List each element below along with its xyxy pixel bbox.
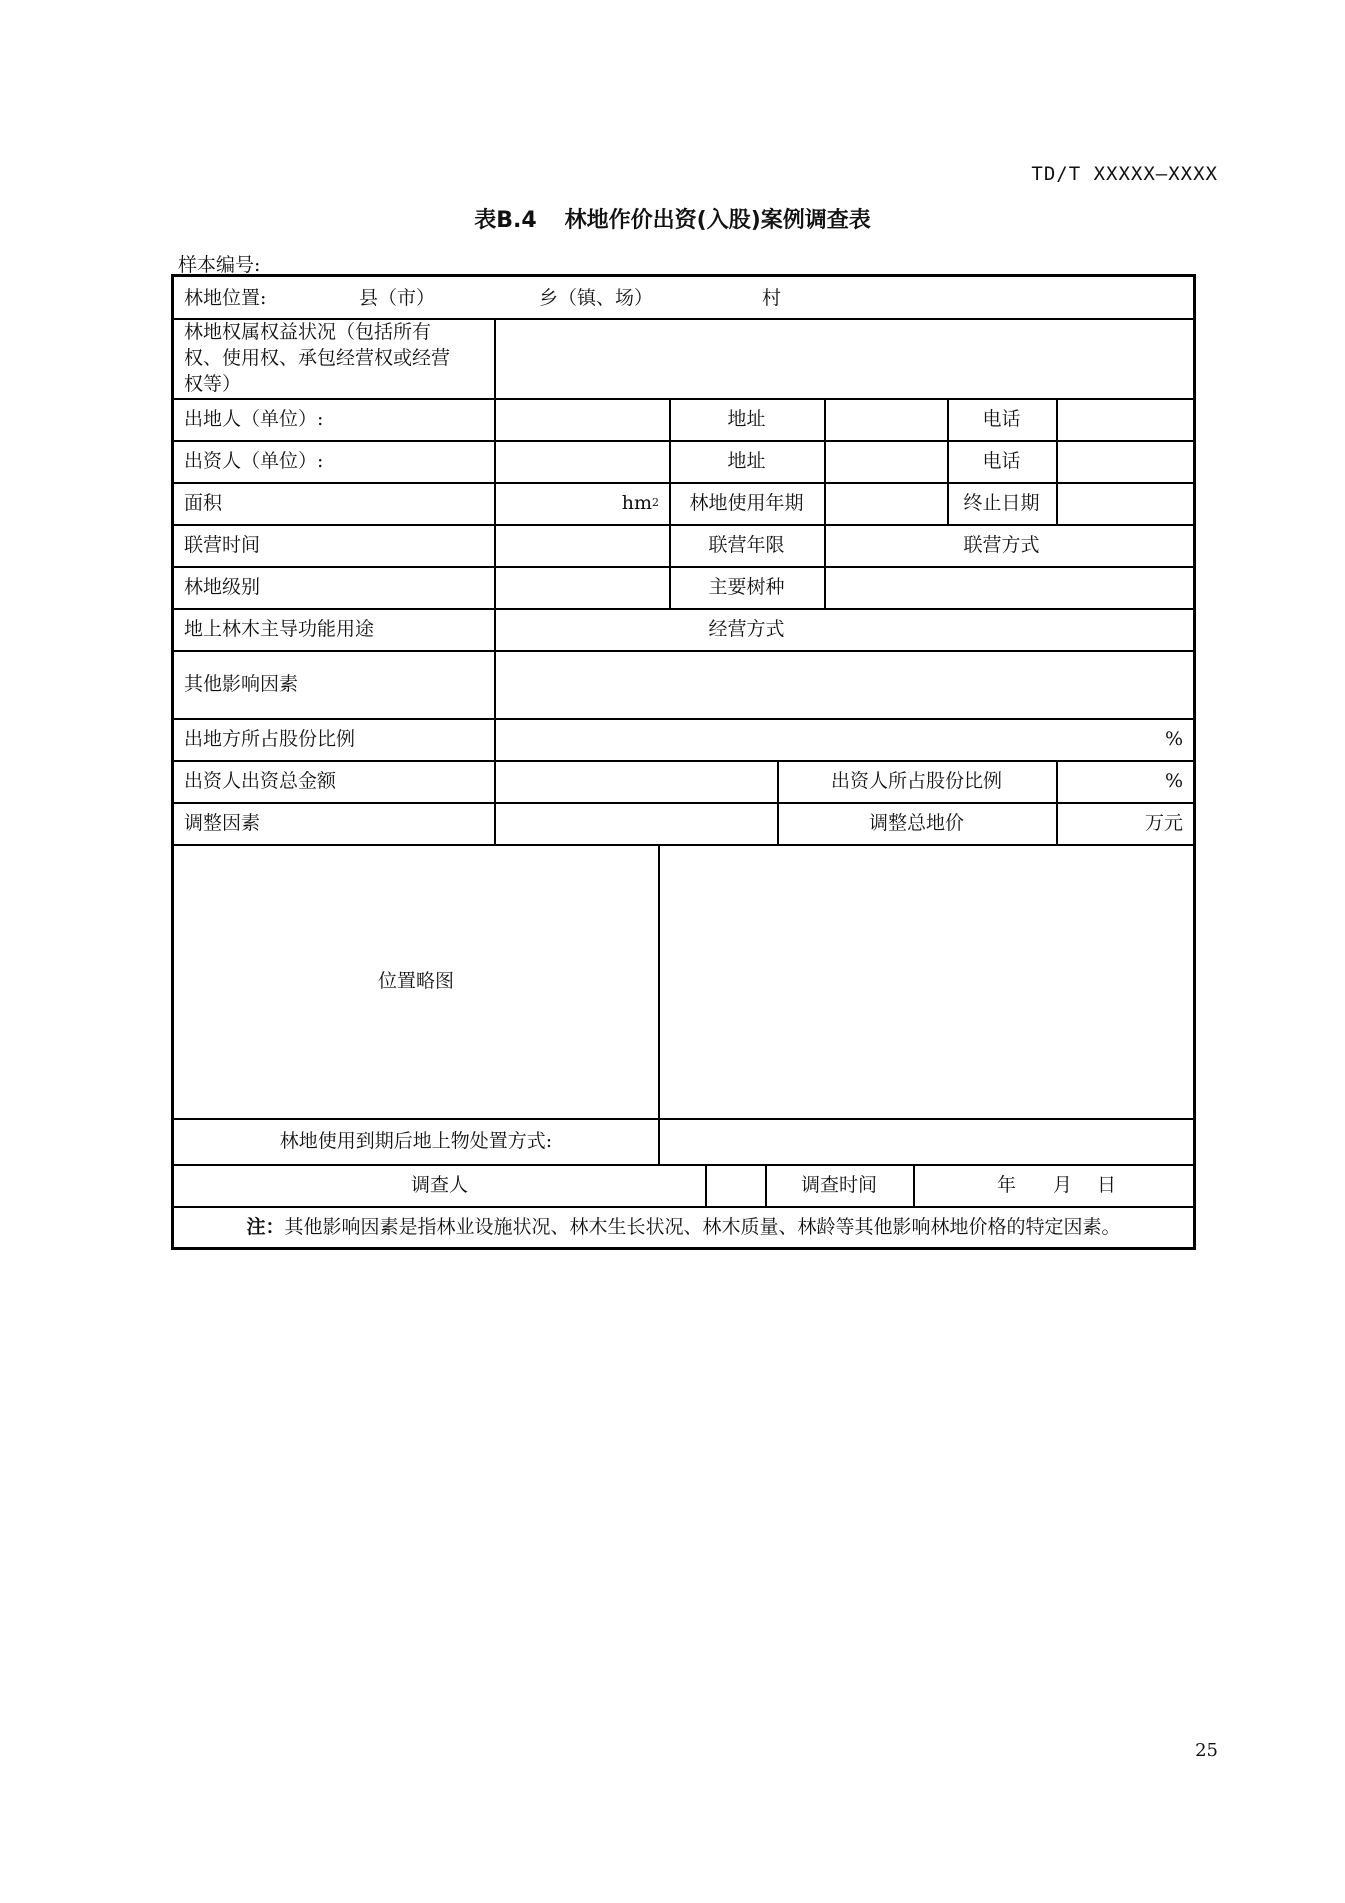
ownership-label: 林地权属权益状况（包括所有 权、使用权、承包经营权或经营 权等） <box>184 321 451 395</box>
month-label: 月 <box>1053 1174 1073 1196</box>
investment-amount-label: 出资人出资总金额 <box>184 770 337 792</box>
disposal-method-label: 林地使用到期后地上物处置方式: <box>279 1130 553 1152</box>
land-provider-label: 出地人（单位）: <box>184 408 324 430</box>
area-label: 面积 <box>184 492 223 514</box>
township-label: 乡（镇、场） <box>539 286 654 309</box>
joint-operation-mode-label: 联营方式 <box>963 534 1040 556</box>
adjustment-label: 调整因素 <box>184 812 261 834</box>
adjusted-total-unit: 万元 <box>1144 812 1183 834</box>
investor-address-label: 地址 <box>727 450 766 472</box>
investor-share-unit: % <box>1164 770 1183 792</box>
survey-table <box>171 274 1196 1250</box>
survey-date-fields <box>913 1164 1193 1206</box>
table-title-text: 林地作价出资(入股)案例调查表 <box>564 208 871 233</box>
village-label: 村 <box>762 286 782 309</box>
location-label: 林地位置: <box>184 286 267 309</box>
sample-number-label: 样本编号: <box>178 254 261 276</box>
adjusted-total-label: 调整总地价 <box>868 812 964 834</box>
land-provider-address-label: 地址 <box>727 408 766 430</box>
investor-phone-label: 电话 <box>982 450 1021 472</box>
table-number: 表B.4 <box>474 208 537 233</box>
function-label: 地上林木主导功能用途 <box>184 618 375 640</box>
land-share-label: 出地方所占股份比例 <box>184 728 356 750</box>
land-share-unit: % <box>1164 728 1183 750</box>
note-text: 其他影响因素是指林业设施状况、林木生长状况、林木质量、林龄等其他影响林地价格的特定因素。 <box>284 1215 1121 1238</box>
table-note <box>174 1206 1193 1247</box>
investor-share-label: 出资人所占股份比例 <box>830 770 1002 792</box>
management-mode-label: 经营方式 <box>708 618 785 640</box>
day-label: 日 <box>1097 1174 1117 1196</box>
year-label: 年 <box>997 1174 1017 1196</box>
grade-label: 林地级别 <box>184 576 261 598</box>
other-factors-label: 其他影响因素 <box>184 673 299 695</box>
county-label: 县（市） <box>359 286 436 309</box>
area-unit: hm 2 <box>621 492 659 514</box>
location-sketch-label: 位置略图 <box>377 970 454 992</box>
investigator-label: 调查人 <box>410 1174 468 1196</box>
investor-label: 出资人（单位）: <box>184 450 324 472</box>
page-number: 25 <box>1195 1740 1218 1761</box>
use-years-label: 林地使用年期 <box>689 492 804 514</box>
note-prefix: 注： <box>246 1215 285 1238</box>
end-date-label: 终止日期 <box>963 492 1040 514</box>
table-title <box>0 203 1345 234</box>
joint-operation-time-label: 联营时间 <box>184 534 261 556</box>
survey-time-label: 调查时间 <box>800 1174 877 1196</box>
main-species-label: 主要树种 <box>708 576 785 598</box>
land-provider-phone-label: 电话 <box>982 408 1021 430</box>
joint-operation-term-label: 联营年限 <box>708 534 785 556</box>
standard-code: TD/T XXXXX—XXXX <box>1031 163 1218 185</box>
